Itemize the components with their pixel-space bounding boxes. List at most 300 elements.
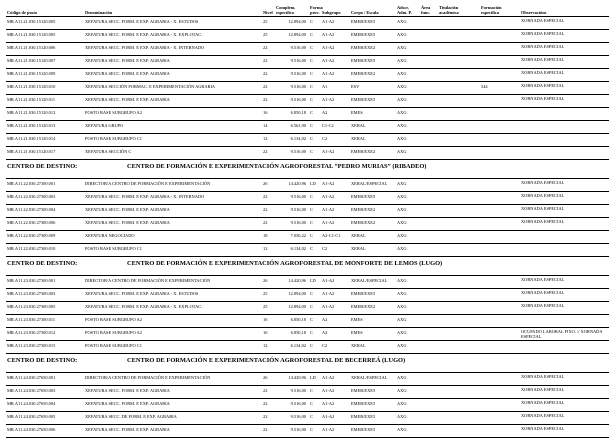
corpo-cell: EMEB/EXE5 xyxy=(350,95,396,108)
subgrupo-cell: A2 xyxy=(321,315,350,328)
complem-cell: 6.561,90 xyxy=(275,121,309,134)
observacions-cell: XORNADA ESPECIAL xyxy=(520,302,609,315)
observacions-cell: XORNADA ESPECIAL xyxy=(520,218,609,231)
observacions-cell: XORNADA ESPECIAL xyxy=(520,373,609,386)
forma-cell: C xyxy=(309,412,321,425)
corpo-cell: EMEB/EXE2 xyxy=(350,205,396,218)
observacions-cell: XORNADA ESPECIAL xyxy=(520,56,609,69)
formacion-cell xyxy=(480,231,520,244)
subgrupo-cell: C2 xyxy=(321,244,350,257)
subgrupo-cell: A1-A2 xyxy=(321,192,350,205)
titulacion-cell xyxy=(438,218,480,231)
formacion-cell xyxy=(480,386,520,399)
nivel-cell: 26 xyxy=(262,373,275,386)
complem-cell: 6.850,18 xyxy=(275,315,309,328)
forma-cell: C xyxy=(309,386,321,399)
nivel-cell: 16 xyxy=(262,315,275,328)
denominacion-cell: POSTO BASE SUBGRUPO C1 xyxy=(84,134,262,147)
complem-cell: 9.516,00 xyxy=(275,43,309,56)
corpo-cell: ESV xyxy=(350,82,396,95)
formacion-cell xyxy=(480,56,520,69)
corpo-cell: XERAL/ESPECIAL xyxy=(350,373,396,386)
forma-cell: C xyxy=(309,399,321,412)
observacions-cell xyxy=(520,315,609,328)
code-cell: MR.A11.21.030.15120.005 xyxy=(6,30,84,43)
nivel-cell: 22 xyxy=(262,69,275,82)
corpo-cell: XERAL xyxy=(350,134,396,147)
code-cell: MR.A11.22.030.27300.010 xyxy=(6,244,84,257)
code-cell: MR.A11.21.030.15120.006 xyxy=(6,43,84,56)
observacions-cell: XORNADA ESPECIAL xyxy=(520,289,609,302)
observacions-cell: XORNADA ESPECIAL xyxy=(520,43,609,56)
subgrupo-cell: A1-A2 xyxy=(321,289,350,302)
table-body xyxy=(6,17,609,438)
code-cell: MR.A11.22.030.27300.004 xyxy=(6,205,84,218)
header-subgrupo: Subgrupo xyxy=(321,5,350,17)
titulacion-cell xyxy=(438,328,480,341)
forma-cell: LD xyxy=(309,276,321,289)
observacions-cell: XORNADA ESPECIAL xyxy=(520,82,609,95)
code-cell: MR.A11.22.030.27300.006 xyxy=(6,218,84,231)
nivel-cell: 22 xyxy=(262,412,275,425)
titulacion-cell xyxy=(438,43,480,56)
complem-cell: 9.516,00 xyxy=(275,192,309,205)
subgrupo-cell: A1-A2 xyxy=(321,179,350,192)
subgrupo-cell: A1-A2 xyxy=(321,205,350,218)
observacions-cell: XORNADA ESPECIAL xyxy=(520,17,609,30)
complem-cell: 6.850,18 xyxy=(275,108,309,121)
table-row xyxy=(6,134,609,147)
adscr-cell: AXG xyxy=(396,17,420,30)
adscr-cell: AXG xyxy=(396,179,420,192)
forma-cell: C xyxy=(309,82,321,95)
adscr-cell: AXG xyxy=(396,386,420,399)
area-cell xyxy=(420,315,438,328)
adscr-cell: AXG xyxy=(396,192,420,205)
denominacion-cell: XEFATURA SECCIÓN C xyxy=(84,147,262,160)
corpo-cell: EMEB/EXE5 xyxy=(350,399,396,412)
center-cell xyxy=(6,257,609,276)
area-cell xyxy=(420,134,438,147)
denominacion-cell: POSTO BASE SUBGRUPO C1 xyxy=(84,341,262,354)
code-cell: MR.A11.21.030.15120.009 xyxy=(6,69,84,82)
center-row xyxy=(6,257,609,276)
area-cell xyxy=(420,373,438,386)
header-complem: Complem. específico xyxy=(275,5,309,17)
table-row xyxy=(6,30,609,43)
denominacion-cell: XEFATURA SECC. FORM. E EXP. AGRARIA - X. ESTUDOS xyxy=(84,289,262,302)
code-cell: MR.A11.21.030.15120.013 xyxy=(6,121,84,134)
code-cell: MR.A11.22.030.27300.001 xyxy=(6,179,84,192)
header-denominacion: Denominación xyxy=(84,5,262,17)
complem-cell: 6.134,02 xyxy=(275,134,309,147)
subgrupo-cell: A1-A2 xyxy=(321,69,350,82)
adscr-cell: AXG xyxy=(396,231,420,244)
formacion-cell xyxy=(480,108,520,121)
denominacion-cell: XEFATURA SECC. FORM. E EXP. AGRARIA xyxy=(84,399,262,412)
area-cell xyxy=(420,69,438,82)
area-cell xyxy=(420,276,438,289)
formacion-cell: 544 xyxy=(480,82,520,95)
forma-cell: C xyxy=(309,302,321,315)
forma-cell: C xyxy=(309,95,321,108)
code-cell: MR.A11.23.030.27300.011 xyxy=(6,315,84,328)
formacion-cell xyxy=(480,302,520,315)
area-cell xyxy=(420,341,438,354)
denominacion-cell: XEFATURA SECC. FORM. E EXP. AGRARIA - X. INTERNADO xyxy=(84,43,262,56)
table-row xyxy=(6,386,609,399)
denominacion-cell: XEFATURA SECC. FORM. E EXP. AGRARIA - X. INTERNADO xyxy=(84,192,262,205)
table-row xyxy=(6,17,609,30)
formacion-cell xyxy=(480,218,520,231)
subgrupo-cell: A1-A2 xyxy=(321,386,350,399)
observacions-cell: OCUPADO LABORAL FIXO. // XORNADA ESPECIAL xyxy=(520,328,609,341)
titulacion-cell xyxy=(438,341,480,354)
table-row xyxy=(6,412,609,425)
corpo-cell: EMES xyxy=(350,315,396,328)
table-row xyxy=(6,244,609,257)
complem-cell: 9.516,00 xyxy=(275,399,309,412)
subgrupo-cell: C2 xyxy=(321,341,350,354)
complem-cell: 6.134,02 xyxy=(275,244,309,257)
header-observacions: Observacións xyxy=(520,5,609,17)
table-row xyxy=(6,192,609,205)
nivel-cell: 22 xyxy=(262,56,275,69)
titulacion-cell xyxy=(438,82,480,95)
observacions-cell: XORNADA ESPECIAL xyxy=(520,69,609,82)
denominacion-cell: POSTO BASE SUBGRUPO A2 xyxy=(84,315,262,328)
subgrupo-cell: A1-A2 xyxy=(321,95,350,108)
subgrupo-cell: C2 xyxy=(321,134,350,147)
code-cell: MR.A11.21.030.15120.014 xyxy=(6,134,84,147)
forma-cell: C xyxy=(309,56,321,69)
subgrupo-cell: A2 xyxy=(321,328,350,341)
nivel-cell: 22 xyxy=(262,425,275,438)
denominacion-cell: XEFATURA SECC. FORM. E EXP. AGRARIA - X. EXPLOTAC. xyxy=(84,30,262,43)
corpo-cell: EMEB/EXE5 xyxy=(350,30,396,43)
denominacion-cell: XEFATURA SECC. FORM. E EXP. AGRARIA xyxy=(84,425,262,438)
nivel-cell: 26 xyxy=(262,276,275,289)
code-cell: MR.A11.24.030.27650.005 xyxy=(6,412,84,425)
nivel-cell: 12 xyxy=(262,134,275,147)
code-cell: MR.A11.23.030.27300.001 xyxy=(6,276,84,289)
area-cell xyxy=(420,56,438,69)
code-cell: MR.A11.21.030.15120.011 xyxy=(6,95,84,108)
formacion-cell xyxy=(480,17,520,30)
forma-cell: C xyxy=(309,328,321,341)
complem-cell: 9.516,00 xyxy=(275,95,309,108)
nivel-cell: 16 xyxy=(262,108,275,121)
corpo-cell: EMEB/EXE2 xyxy=(350,302,396,315)
table-row xyxy=(6,121,609,134)
subgrupo-cell: A1-A2 xyxy=(321,218,350,231)
nivel-cell: 22 xyxy=(262,43,275,56)
denominacion-cell: POSTO BASE SUBGRUPO C1 xyxy=(84,244,262,257)
subgrupo-cell: A1-A2 xyxy=(321,43,350,56)
adscr-cell: AXG xyxy=(396,412,420,425)
denominacion-cell: XEFATURA GRUPO xyxy=(84,121,262,134)
formacion-cell xyxy=(480,192,520,205)
complem-cell: 12.894,00 xyxy=(275,17,309,30)
corpo-cell: EMEB/EXE2 xyxy=(350,69,396,82)
table-row xyxy=(6,302,609,315)
denominacion-cell: XEFATURA SECC. FORM. E EXP. AGRARIA xyxy=(84,218,262,231)
formacion-cell xyxy=(480,373,520,386)
nivel-cell: 22 xyxy=(262,218,275,231)
nivel-cell: 12 xyxy=(262,341,275,354)
table-row xyxy=(6,205,609,218)
area-cell xyxy=(420,386,438,399)
corpo-cell: XERAL xyxy=(350,244,396,257)
titulacion-cell xyxy=(438,412,480,425)
titulacion-cell xyxy=(438,205,480,218)
denominacion-cell: XEFATURA SECC. FORM. E EXP. AGRARIA xyxy=(84,56,262,69)
denominacion-cell: XEFATURA SECC. FORM. E EXP. AGRARIA - X. ESTUDOS xyxy=(84,17,262,30)
observacions-cell xyxy=(520,231,609,244)
observacions-cell xyxy=(520,147,609,160)
header-row xyxy=(6,5,609,17)
titulacion-cell xyxy=(438,56,480,69)
code-cell: MR.A11.21.030.15120.005 xyxy=(6,17,84,30)
corpo-cell: XERAL xyxy=(350,121,396,134)
denominacion-cell: XEFATURA SECC. FORM. E EXP. AGRARIA xyxy=(84,205,262,218)
adscr-cell: AXG xyxy=(396,121,420,134)
complem-cell: 14.420,96 xyxy=(275,373,309,386)
area-cell xyxy=(420,399,438,412)
table-row xyxy=(6,147,609,160)
subgrupo-cell: A1-A2 xyxy=(321,147,350,160)
area-cell xyxy=(420,244,438,257)
complem-cell: 9.516,00 xyxy=(275,147,309,160)
forma-cell: C xyxy=(309,134,321,147)
center-row xyxy=(6,160,609,179)
denominacion-cell: DIRECTOR/A CENTRO DE FORMACIÓN E EXPERIMENTACIÓN xyxy=(84,276,262,289)
forma-cell: LD xyxy=(309,373,321,386)
nivel-cell: 12 xyxy=(262,244,275,257)
center-name: CENTRO DE FORMACIÓN E EXPERIMENTACIÓN AGROFORESTAL DE MONFORTE DE LEMOS (LUGO) xyxy=(127,260,443,267)
complem-cell: 12.894,00 xyxy=(275,302,309,315)
adscr-cell: AXG xyxy=(396,328,420,341)
corpo-cell: XERAL xyxy=(350,341,396,354)
complem-cell: 9.516,00 xyxy=(275,56,309,69)
nivel-cell: 22 xyxy=(262,82,275,95)
denominacion-cell: XEFATURA SECCIÓN FORMAC. E EXPERIMENTACIÓN AGRARIA xyxy=(84,82,262,95)
area-cell xyxy=(420,17,438,30)
titulacion-cell xyxy=(438,30,480,43)
formacion-cell xyxy=(480,328,520,341)
subgrupo-cell: A1-A2 xyxy=(321,425,350,438)
center-label: CENTRO DE DESTINO: xyxy=(7,357,78,364)
area-cell xyxy=(420,302,438,315)
corpo-cell: EMEB/EXE5 xyxy=(350,412,396,425)
area-cell xyxy=(420,121,438,134)
nivel-cell: 22 xyxy=(262,147,275,160)
corpo-cell: EMEB/EXE5 xyxy=(350,386,396,399)
complem-cell: 9.516,00 xyxy=(275,412,309,425)
titulacion-cell xyxy=(438,244,480,257)
header-formacion: Formación específica xyxy=(480,5,520,17)
complem-cell: 14.420,96 xyxy=(275,276,309,289)
table-row xyxy=(6,56,609,69)
table-row xyxy=(6,373,609,386)
titulacion-cell xyxy=(438,69,480,82)
forma-cell: C xyxy=(309,108,321,121)
adscr-cell: AXG xyxy=(396,373,420,386)
subgrupo-cell: A1-A2 xyxy=(321,17,350,30)
corpo-cell: EMEB/EXE2 xyxy=(350,218,396,231)
code-cell: MR.A11.23.030.27300.003 xyxy=(6,289,84,302)
area-cell xyxy=(420,425,438,438)
formacion-cell xyxy=(480,179,520,192)
titulacion-cell xyxy=(438,121,480,134)
observacions-cell xyxy=(520,108,609,121)
area-cell xyxy=(420,108,438,121)
header-forma: Forma prov. xyxy=(310,5,323,15)
titulacion-cell xyxy=(438,134,480,147)
titulacion-cell xyxy=(438,276,480,289)
formacion-cell xyxy=(480,425,520,438)
adscr-cell: AXG xyxy=(396,82,420,95)
titulacion-cell xyxy=(438,179,480,192)
code-cell: MR.A11.24.030.27650.004 xyxy=(6,399,84,412)
table-row xyxy=(6,289,609,302)
area-cell xyxy=(420,192,438,205)
denominacion-cell: DIRECTOR/A CENTRO DE FORMACIÓN E EXPERIMENTACIÓN xyxy=(84,373,262,386)
observacions-cell: XORNADA ESPECIAL xyxy=(520,276,609,289)
subgrupo-cell: A1-A2 xyxy=(321,412,350,425)
table-row xyxy=(6,69,609,82)
table-row xyxy=(6,328,609,341)
center-row xyxy=(6,354,609,373)
observacions-cell: XORNADA ESPECIAL xyxy=(520,205,609,218)
adscr-cell: AXG xyxy=(396,399,420,412)
nivel-cell: 25 xyxy=(262,302,275,315)
titulacion-cell xyxy=(438,289,480,302)
area-cell xyxy=(420,179,438,192)
formacion-cell xyxy=(480,412,520,425)
subgrupo-cell: A1-A2 xyxy=(321,399,350,412)
nivel-cell: 14 xyxy=(262,121,275,134)
complem-cell: 12.894,00 xyxy=(275,30,309,43)
formacion-cell xyxy=(480,341,520,354)
complem-cell: 9.516,00 xyxy=(275,82,309,95)
corpo-cell: XERAL/ESPECIAL xyxy=(350,276,396,289)
formacion-cell xyxy=(480,43,520,56)
formacion-cell xyxy=(480,289,520,302)
adscr-cell: AXG xyxy=(396,147,420,160)
forma-cell: C xyxy=(309,289,321,302)
area-cell xyxy=(420,43,438,56)
area-cell xyxy=(420,231,438,244)
denominacion-cell: DIRECTOR/A CENTRO DE FORMACIÓN E EXPERIMENTACIÓN xyxy=(84,179,262,192)
formacion-cell xyxy=(480,95,520,108)
forma-cell: C xyxy=(309,121,321,134)
adscr-cell: AXG xyxy=(396,30,420,43)
table-row xyxy=(6,95,609,108)
corpo-cell: EMEB/EXE5 xyxy=(350,289,396,302)
complem-cell: 7.050,22 xyxy=(275,231,309,244)
subgrupo-cell: A1-A2 xyxy=(321,276,350,289)
titulacion-cell xyxy=(438,373,480,386)
titulacion-cell xyxy=(438,386,480,399)
subgrupo-cell: A1-A2 xyxy=(321,30,350,43)
area-cell xyxy=(420,147,438,160)
titulacion-cell xyxy=(438,17,480,30)
forma-cell: C xyxy=(309,218,321,231)
code-cell: MR.A11.24.030.27650.001 xyxy=(6,373,84,386)
complem-cell: 9.516,00 xyxy=(275,69,309,82)
table-row xyxy=(6,341,609,354)
denominacion-cell: POSTO BASE SUBGRUPO A2 xyxy=(84,328,262,341)
titulacion-cell xyxy=(438,425,480,438)
table-row xyxy=(6,43,609,56)
titulacion-cell xyxy=(438,302,480,315)
table-row xyxy=(6,179,609,192)
nivel-cell: 22 xyxy=(262,95,275,108)
formacion-cell xyxy=(480,30,520,43)
table-row xyxy=(6,399,609,412)
complem-cell: 9.516,00 xyxy=(275,218,309,231)
area-cell xyxy=(420,218,438,231)
forma-cell: C xyxy=(309,231,321,244)
corpo-cell: XERAL/ESPECIAL xyxy=(350,179,396,192)
adscr-cell: AXG xyxy=(396,43,420,56)
forma-cell: LD xyxy=(309,179,321,192)
titulacion-cell xyxy=(438,231,480,244)
table-row xyxy=(6,276,609,289)
observacions-cell: XORNADA ESPECIAL xyxy=(520,425,609,438)
complem-cell: 9.516,00 xyxy=(275,205,309,218)
forma-cell: C xyxy=(309,69,321,82)
adscr-cell: AXG xyxy=(396,205,420,218)
observacions-cell: XORNADA ESPECIAL xyxy=(520,412,609,425)
adscr-cell: AXG xyxy=(396,276,420,289)
center-cell xyxy=(6,160,609,179)
observacions-cell: XORNADA ESPECIAL xyxy=(520,386,609,399)
subgrupo-cell: A1-A2 xyxy=(321,373,350,386)
complem-cell: 9.516,00 xyxy=(275,386,309,399)
titulacion-cell xyxy=(438,192,480,205)
center-name: CENTRO DE FORMACIÓN E EXPERIMENTACIÓN AGROFORESTAL “PEDRO MURIAS” (RIBADEO) xyxy=(127,163,427,170)
header-codigo: Código de posto xyxy=(6,5,84,17)
nivel-cell: 22 xyxy=(262,205,275,218)
adscr-cell: AXG xyxy=(396,134,420,147)
observacions-cell xyxy=(520,244,609,257)
area-cell xyxy=(420,95,438,108)
area-cell xyxy=(420,328,438,341)
formacion-cell xyxy=(480,134,520,147)
denominacion-cell: XEFATURA SECC. FORM. E EXP. AGRARIA xyxy=(84,69,262,82)
table-row xyxy=(6,231,609,244)
observacions-cell: XORNADA ESPECIAL xyxy=(520,95,609,108)
code-cell: MR.A11.23.030.27300.012 xyxy=(6,328,84,341)
code-cell: MR.A11.24.030.27650.006 xyxy=(6,425,84,438)
table-row xyxy=(6,82,609,95)
complem-cell: 6.850,18 xyxy=(275,328,309,341)
nivel-cell: 25 xyxy=(262,289,275,302)
titulacion-cell xyxy=(438,315,480,328)
complem-cell: 12.894,00 xyxy=(275,289,309,302)
adscr-cell: AXG xyxy=(396,108,420,121)
complem-cell: 14.420,96 xyxy=(275,179,309,192)
adscr-cell: AXG xyxy=(396,244,420,257)
titulacion-cell xyxy=(438,399,480,412)
forma-cell: C xyxy=(309,147,321,160)
titulacion-cell xyxy=(438,95,480,108)
observacions-cell: XORNADA ESPECIAL xyxy=(520,30,609,43)
observacions-cell xyxy=(520,121,609,134)
observacions-cell: XORNADA ESPECIAL xyxy=(520,192,609,205)
